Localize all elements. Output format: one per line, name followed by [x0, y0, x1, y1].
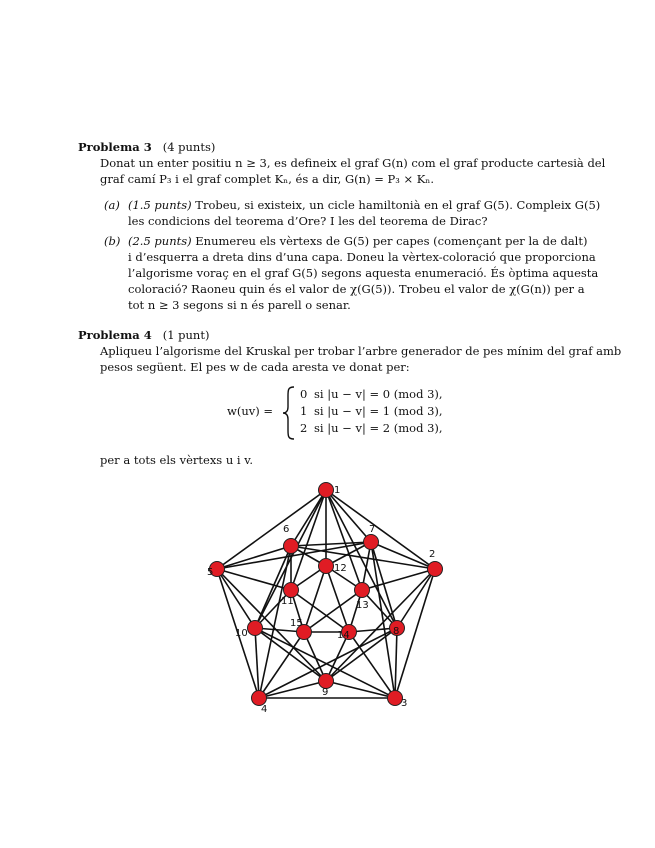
graph-edge-3-8 — [393, 626, 400, 698]
problem3-points: (4 punts) — [162, 140, 216, 154]
graph-node-label-15: 15 — [290, 618, 303, 629]
part-b-points: (2.5 punts) — [128, 234, 192, 248]
part-a-line-1: (1.5 punts) Trobeu, si existeix, un cicle hamiltonià en el graf G(5). Compleix G(5) — [128, 198, 601, 212]
graph-edge-1-13 — [326, 490, 362, 590]
graph-node-label-5: 5 — [207, 567, 214, 578]
graph-node-label-12: 12 — [334, 563, 347, 574]
graph-node-12 — [319, 559, 334, 574]
case-condition-0: si |u − v| = 0 (mod 3), — [314, 387, 443, 401]
problem3-title: Problema 3 — [78, 140, 152, 154]
graph-node-label-8: 8 — [393, 626, 400, 637]
graph-node-label-11: 11 — [281, 596, 294, 607]
graph-node-7 — [364, 535, 379, 550]
case-value-0: 0 — [300, 387, 308, 401]
part-b-line-2: i d’esquerra a dreta dins d’una capa. Doneu la vèrtex-coloració que proporciona — [128, 250, 596, 264]
graph-node-label-6: 6 — [283, 524, 290, 535]
case-condition-2: si |u − v| = 2 (mod 3), — [314, 421, 443, 435]
part-a-label: (a) — [104, 198, 120, 212]
graph-node-label-3: 3 — [401, 698, 408, 709]
graph-node-label-2: 2 — [429, 549, 436, 560]
part-b-line-1: (2.5 punts) Enumereu els vèrtexs de G(5) per capes (començant per la de dalt) — [128, 234, 588, 248]
problem4-closing: per a tots els vèrtexs u i v. — [100, 453, 254, 467]
part-b-line-4: coloració? Raoneu quin és el valor de χ(G(5)). Trobeu el valor de χ(G(n)) per a — [128, 282, 585, 296]
graph-node-label-14: 14 — [337, 630, 350, 641]
graph-node-label-7: 7 — [369, 524, 376, 535]
part-b-line-3: l’algorisme voraç en el graf G(5) segons aquesta enumeració. És òptima aquesta — [128, 266, 599, 280]
case-value-2: 2 — [300, 421, 308, 435]
part-b-line-5: tot n ≥ 3 segons si n és parell o senar. — [128, 298, 351, 312]
graph-node-label-10: 10 — [235, 628, 248, 639]
part-b-label: (b) — [104, 234, 121, 248]
graph-edge-2-9 — [326, 569, 435, 681]
graph-node-label-4: 4 — [261, 704, 268, 715]
formula-lhs: w(uv) = — [227, 404, 274, 418]
graph-edge-3-7 — [371, 542, 395, 698]
problem4-intro-line-2: pesos següent. El pes w de cada aresta ve donat per: — [100, 360, 410, 374]
part-a-line-2: les condicions del teorema d’Ore? I les del teorema de Dirac? — [128, 214, 488, 228]
graph-edge-12-15 — [304, 566, 326, 632]
problem4-points: (1 punt) — [162, 328, 210, 342]
graph-node-6 — [284, 539, 299, 554]
graph-node-1 — [319, 483, 334, 498]
graph-node-label-13: 13 — [356, 600, 369, 611]
part-a-points: (1.5 punts) — [128, 198, 192, 212]
graph-node-label-9: 9 — [322, 687, 329, 698]
problem3-intro-line-1: Donat un enter positiu n ≥ 3, es defineix el graf G(n) com el graf producte cartesià del — [100, 156, 606, 170]
problem4-title: Problema 4 — [78, 328, 152, 342]
graph-edge-5-9 — [217, 569, 326, 681]
graph-node-2 — [428, 562, 443, 577]
graph-node-13 — [355, 583, 370, 598]
case-value-1: 1 — [300, 404, 308, 418]
problem3-intro-line-2: graf camí P₃ i el graf complet Kₙ, és a dir, G(n) = P₃ × Kₙ. — [100, 172, 435, 186]
graph-edge-9-10 — [255, 628, 326, 681]
graph-node-10 — [248, 621, 263, 636]
graph-edge-12-14 — [326, 566, 349, 632]
case-condition-1: si |u − v| = 1 (mod 3), — [314, 404, 443, 418]
graph-node-label-1: 1 — [334, 485, 341, 496]
problem4-intro-line-1: Apliqueu l’algorisme del Kruskal per trobar l’arbre generador de pes mínim del graf amb — [100, 344, 622, 358]
